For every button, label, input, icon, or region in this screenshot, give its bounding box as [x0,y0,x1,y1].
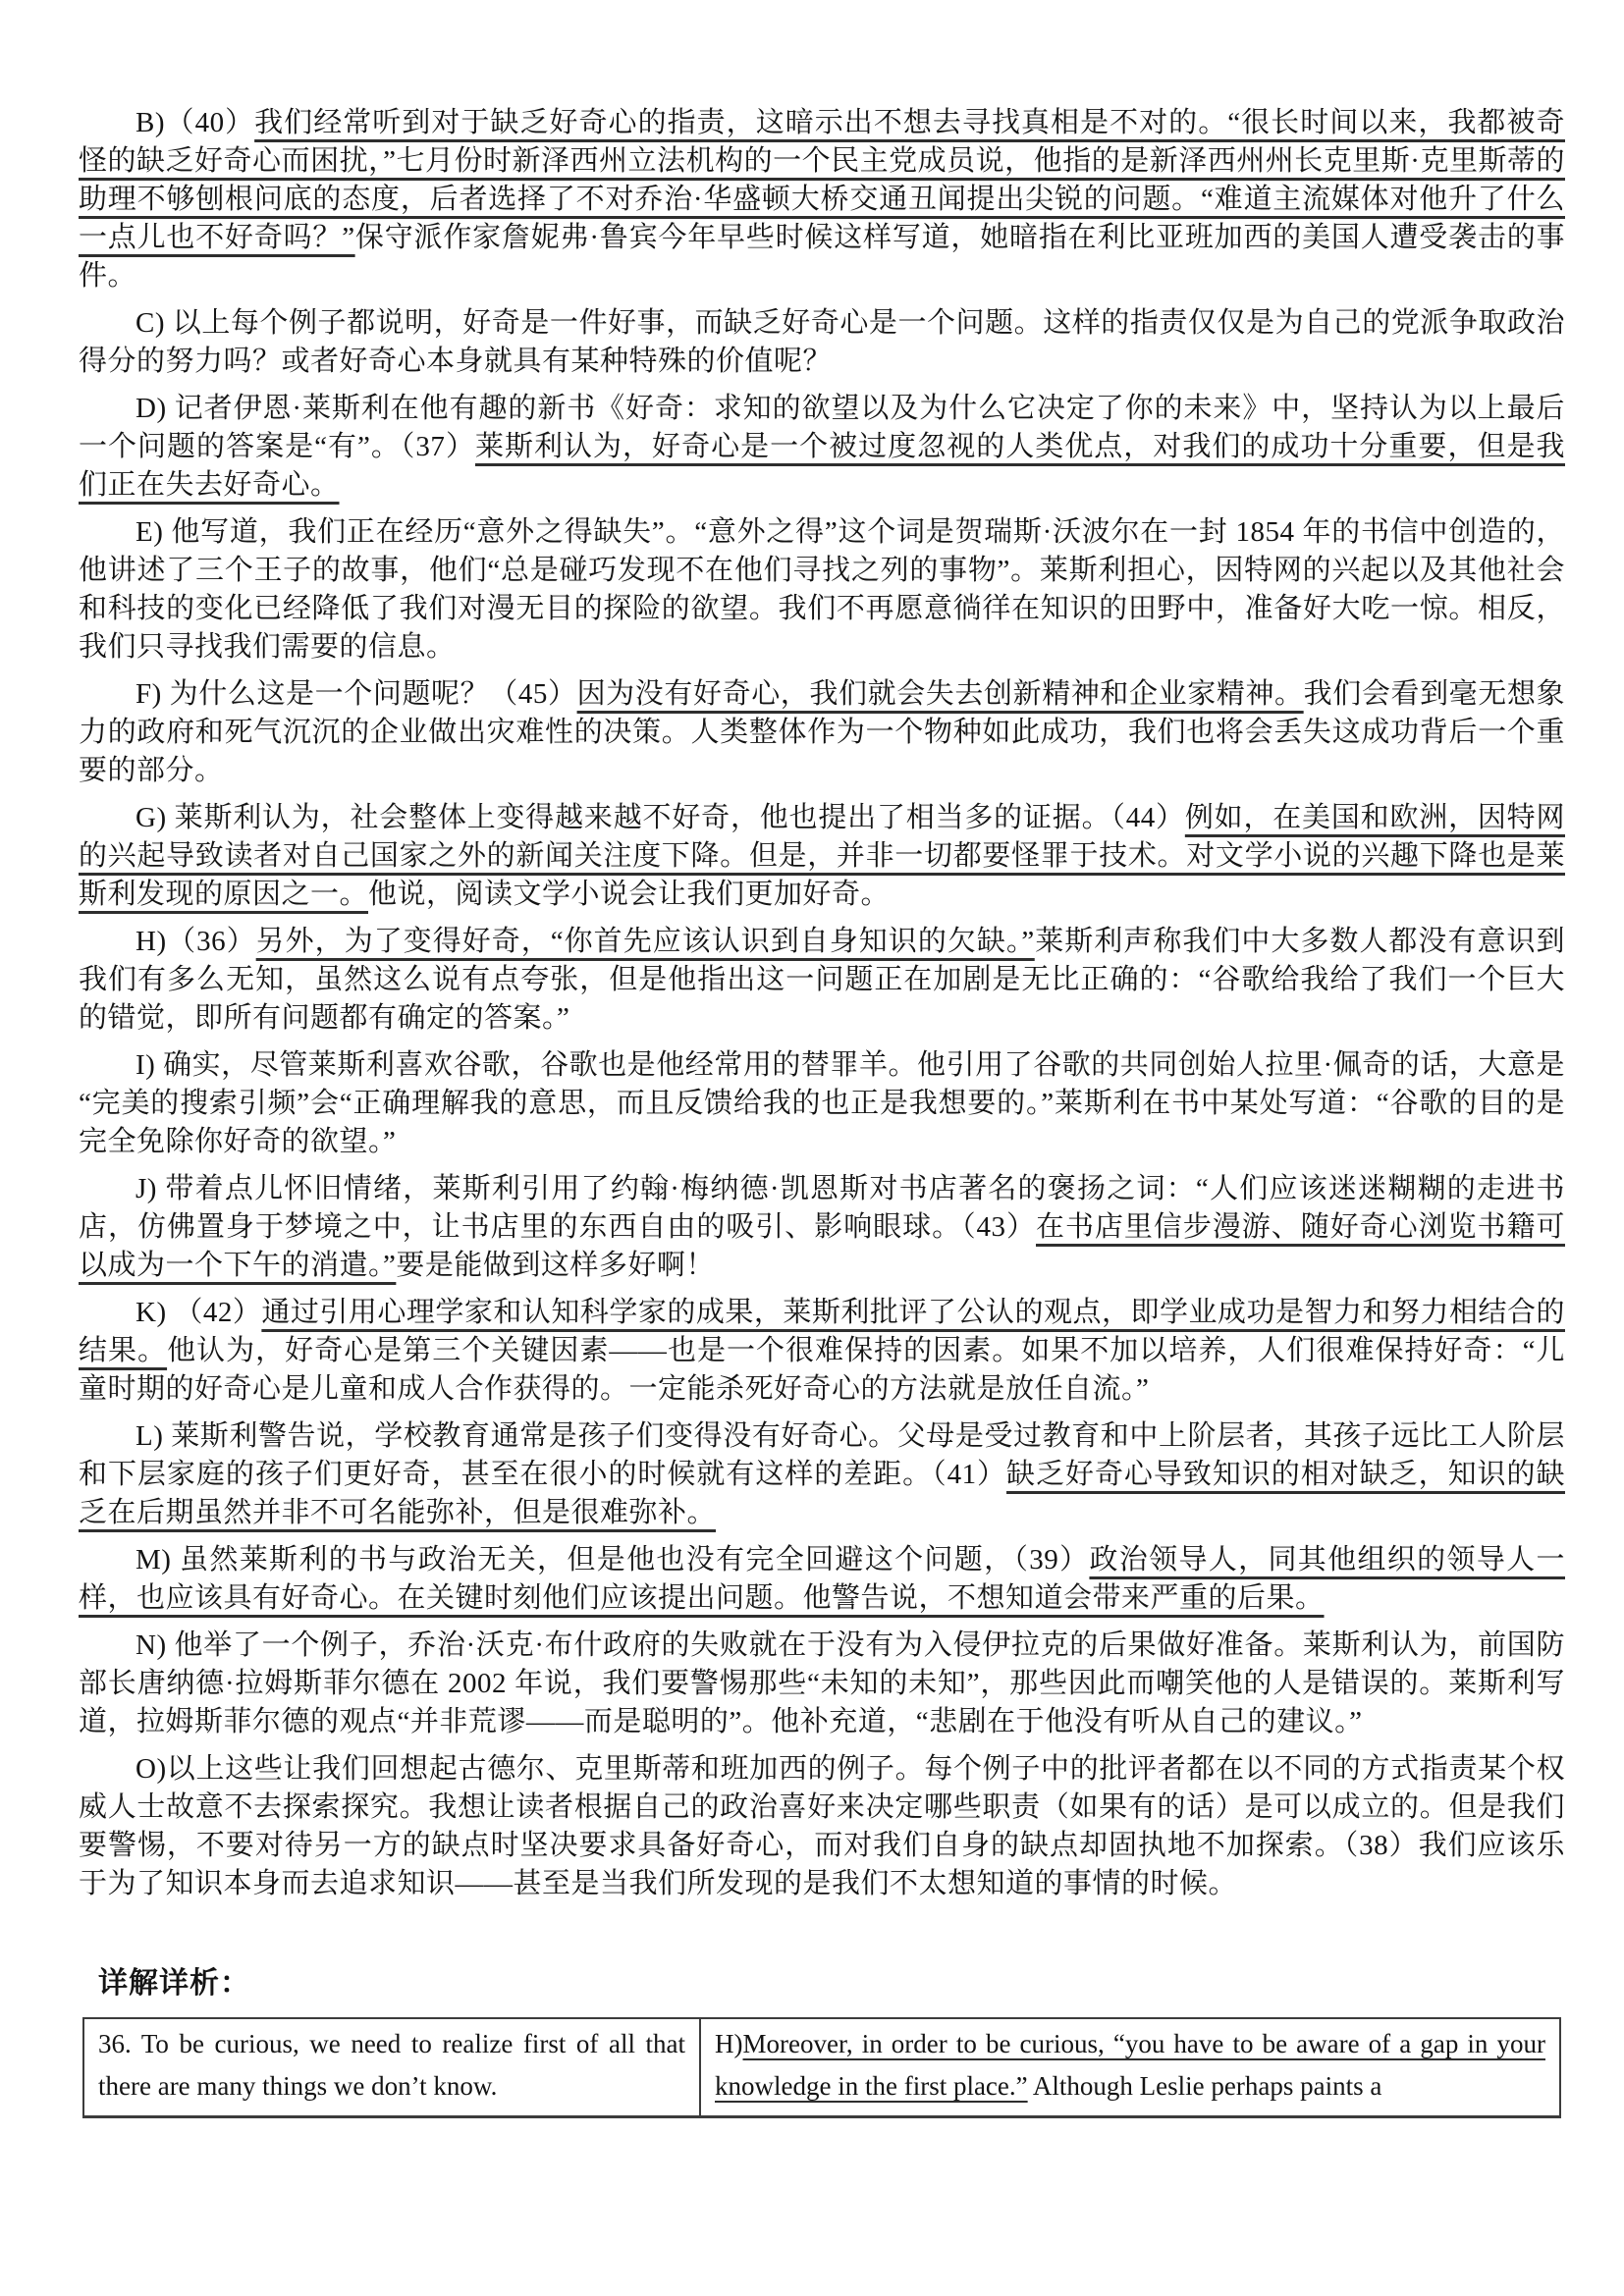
passage-paragraph-K [79,1294,1565,1409]
underlined-segment: 莱斯利认为，好奇心是一个被过度忽视的人类优点，对我们的成功十分重要，但是我们正在失去好奇心。 [79,431,1565,501]
text-segment: L) 莱斯利警告说，学校教育通常是孩子们变得没有好奇心。父母是受过教育和中上阶层者，其孩子远比工人阶层和下层家庭的孩子们更好奇，甚至在很小的时候就有这样的差距。（41） [79,1420,1565,1490]
text-segment: 36. To be curious, we need to realize first of all that there are many things we don’t know. [98,2029,685,2101]
text-segment: Although Leslie perhaps paints a [1027,2071,1382,2101]
passage-paragraph-N [79,1627,1565,1741]
underlined-segment: 缺乏好奇心导致知识的相对缺乏，知识的缺乏在后期虽然并非不可名能弥补，但是很难弥补。 [79,1459,1565,1528]
text-segment: I) 确实，尽管莱斯利喜欢谷歌，谷歌也是他经常用的替罪羊。他引用了谷歌的共同创始人拉里·佩奇的话，大意是“完美的搜索引频”会“正确理解我的意思，而且反馈给我的也正是我想要的。”莱斯利在书中某处写道：“谷歌的目的是完全免除你好奇的欲望。” [79,1049,1565,1157]
underlined-segment: 另外，为了变得好奇，“你首先应该认识到自身知识的欠缺。” [255,926,1035,957]
underlined-segment: 我们经常听到对于缺乏好奇心的指责，这暗示出不想去寻找真相是不对的。“很长时间以来，我都被奇怪的缺乏好奇心而困扰，”七月份时新泽西州立法机构的一个民主党成员说，他指的是新泽西州州长克里斯·克里斯蒂的助理不够刨根问底的态度，后者选择了不对乔治·华盛顿大桥交通丑闻提出尖锐的问题。“难道主流媒体对他升了什么一点儿也不好奇吗？” [79,107,1565,253]
text-segment: 要是能做到这样多好啊！ [396,1250,715,1281]
underlined-segment: 例如，在美国和欧洲，因特网的兴起导致读者对自己国家之外的新闻关注度下降。但是，并非一切都要怪罪于技术。对文学小说的兴趣下降也是莱斯利发现的原因之一。 [79,802,1565,910]
text-segment: 他认为，好奇心是第三个关键因素——也是一个很难保持的因素。如果不加以培养，人们很难保持好奇：“儿童时期的好奇心是儿童和成人合作获得的。一定能杀死好奇心的方法就是放任自流。” [79,1335,1565,1405]
passage-paragraph-M [79,1541,1565,1618]
passage-paragraph-O [79,1750,1565,1903]
answer-question-cell [83,2018,700,2117]
explanation-heading: 详解详析： [98,1967,250,2000]
text-segment: N) 他举了一个例子，乔治·沃克·布什政府的失败就在于没有为入侵伊拉克的后果做好准备。莱斯利认为，前国防部长唐纳德·拉姆斯菲尔德在 2002 年说，我们要警惕那些“未知的未知”，那些因此而嘲笑他的人是错误的。莱斯利写道，拉姆斯菲尔德的观点“并非荒谬——而是聪明的”。他补充道，“悲剧在于他没有听从自己的建议。” [79,1629,1565,1737]
answer-evidence-cell [700,2018,1560,2117]
text-segment: M) 虽然莱斯利的书与政治无关，但是他也没有完全回避这个问题，（39） [135,1544,1090,1575]
underlined-segment: 政治领导人，同其他组织的领导人一样，也应该具有好奇心。在关键时刻他们应该提出问题。他警告说，不想知道会带来严重的后果。 [79,1544,1565,1614]
passage-paragraph-C [79,304,1565,381]
text-segment: K) （42） [135,1297,262,1328]
text-segment: H) [715,2029,743,2058]
text-segment: E) 他写道，我们正在经历“意外之得缺失”。“意外之得”这个词是贺瑞斯·沃波尔在一封 1854 年的书信中创造的，他讲述了三个王子的故事，他们“总是碰巧发现不在他们寻找之列的事物”。莱斯利担心，因特网的兴起以及其他社会和科技的变化已经降低了我们对漫无目的探险的欲望。我们不再愿意徜徉在知识的田野中，准备好大吃一惊。相反，我们只寻找我们需要的信息。 [79,516,1565,663]
text-segment: 我们会看到毫无想象力的政府和死气沉沉的企业做出灾难性的决策。人类整体作为一个物种如此成功，我们也将会丢失这成功背后一个重要的部分。 [79,678,1565,786]
passage-paragraph-G [79,799,1565,914]
text-segment: 莱斯利声称我们中大多数人都没有意识到我们有多么无知，虽然这么说有点夸张，但是他指出这一问题正在加剧是无比正确的：“谷歌给我给了我们一个巨大的错觉，即所有问题都有确定的答案。” [79,926,1565,1034]
underlined-segment: 在书店里信步漫游、随好奇心浏览书籍可以成为一个下午的消遣。” [79,1211,1565,1281]
text-segment: C) 以上每个例子都说明，好奇是一件好事，而缺乏好奇心是一个问题。这样的指责仅仅是为自己的党派争取政治得分的努力吗？或者好奇心本身就具有某种特殊的价值呢？ [79,307,1565,377]
underlined-segment: 因为没有好奇心，我们就会失去创新精神和企业家精神。 [576,678,1304,710]
passage-paragraph-B [79,104,1565,295]
passage-paragraph-J [79,1170,1565,1285]
answer-table-row [83,2018,1560,2117]
text-segment: 保守派作家詹妮弗·鲁宾今年早些时候这样写道，她暗指在利比亚班加西的美国人遭受袭击的事件。 [79,222,1565,292]
passage-paragraph-D [79,390,1565,505]
text-segment: D) 记者伊恩·莱斯利在他有趣的新书《好奇：求知的欲望以及为什么它决定了你的未来》中，坚持认为以上最后一个问题的答案是“有”。（37） [79,393,1565,462]
text-segment: O)以上这些让我们回想起古德尔、克里斯蒂和班加西的例子。每个例子中的批评者都在以不同的方式指责某个权威人士故意不去探索探究。我想让读者根据自己的政治喜好来决定哪些职责（如果有的话）是可以成立的。但是我们要警惕，不要对待另一方的缺点时坚决要求具备好奇心，而对我们自身的缺点却固执地不加探索。（38）我们应该乐于为了知识本身而去追求知识——甚至是当我们所发现的是我们不太想知道的事情的时候。 [79,1753,1565,1899]
text-segment: B)（40） [135,107,255,138]
passage-paragraph-F [79,675,1565,790]
underlined-segment: 通过引用心理学家和认知科学家的成果，莱斯利批评了公认的观点，即学业成功是智力和努力相结合的结果。 [79,1297,1565,1366]
passage-paragraph-E [79,513,1565,667]
passage-paragraph-I [79,1046,1565,1161]
passage-paragraph-L [79,1417,1565,1532]
text-segment: H)（36） [135,926,256,957]
underlined-segment: Moreover, in order to be curious, “you have to be aware of a gap in your knowledge in the first place.” [715,2029,1545,2101]
passage-translation [79,104,1565,1903]
text-segment: G) 莱斯利认为，社会整体上变得越来越不好奇，他也提出了相当多的证据。（44） [135,802,1185,833]
text-segment: F) 为什么这是一个问题呢？（45） [135,678,577,710]
text-segment: J) 带着点儿怀旧情绪，莱斯利引用了约翰·梅纳德·凯恩斯对书店著名的褒扬之词：“人们应该迷迷糊糊的走进书店，仿佛置身于梦境之中，让书店里的东西自由的吸引、影响眼球。（43） [79,1173,1565,1243]
text-segment: 他说，阅读文学小说会让我们更加好奇。 [368,879,891,910]
passage-paragraph-H [79,923,1565,1038]
answer-table [82,2017,1561,2118]
